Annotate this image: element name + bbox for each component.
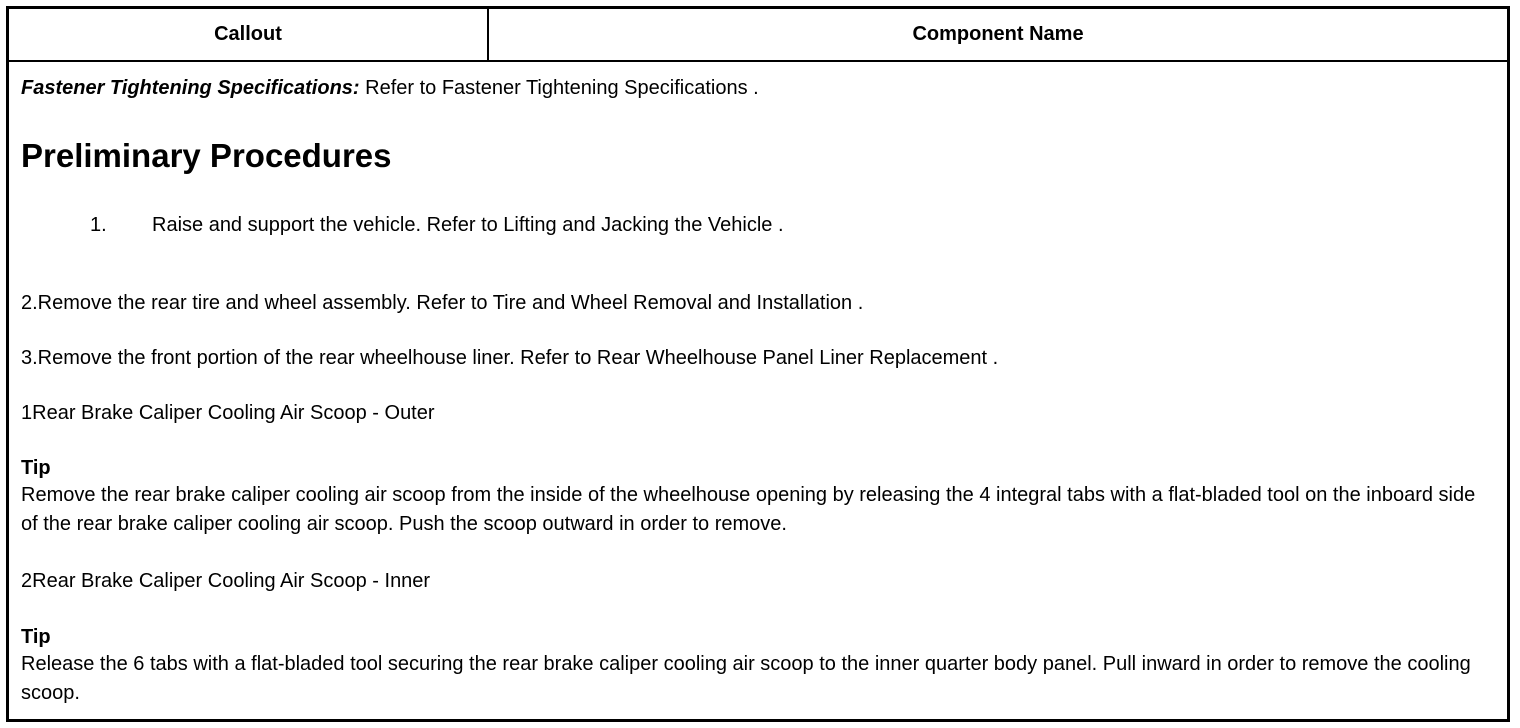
callout-column-header: Callout (9, 9, 489, 60)
fastener-spec-label: Fastener Tightening Specifications: (21, 77, 360, 99)
tip-1-text: Remove the rear brake caliper cooling air scoop from the inside of the wheelhouse opening by releasing the 4 integral tabs with a flat-bladed tool on the inboard side of the rear brake caliper cooling air scoop. Push the scoop outward in order to remove. (21, 484, 1476, 535)
step-1-text: Raise and support the vehicle. Refer to Lifting and Jacking the Vehicle . (152, 214, 784, 236)
step-3-text: 3.Remove the front portion of the rear wheelhouse liner. Refer to Rear Wheelhouse Panel Liner Replacement . (21, 347, 999, 369)
callout-2-text: 2Rear Brake Caliper Cooling Air Scoop - Inner (21, 570, 431, 592)
component-name-column-header: Component Name (912, 23, 1084, 45)
procedure-table (6, 6, 1510, 722)
tip-2-text: Release the 6 tabs with a flat-bladed tool securing the rear brake caliper cooling air scoop to the inner quarter body panel. Pull inward in order to remove the cooling scoop. (21, 653, 1471, 704)
step-2-text: 2.Remove the rear tire and wheel assembly. Refer to Tire and Wheel Removal and Installation . (21, 292, 864, 314)
fastener-spec-text: Refer to Fastener Tightening Specifications . (359, 77, 759, 99)
callout-1-text: 1Rear Brake Caliper Cooling Air Scoop - Outer (21, 402, 435, 424)
step-1-number: 1. (90, 214, 107, 236)
preliminary-procedures-heading: Preliminary Procedures (21, 137, 392, 174)
table-body-cell (21, 62, 1497, 719)
step-1 (90, 214, 784, 237)
tip-2-label: Tip (21, 626, 51, 648)
tip-1-label: Tip (21, 457, 51, 479)
table-header-row (9, 9, 1507, 62)
fastener-spec-line (21, 77, 759, 100)
